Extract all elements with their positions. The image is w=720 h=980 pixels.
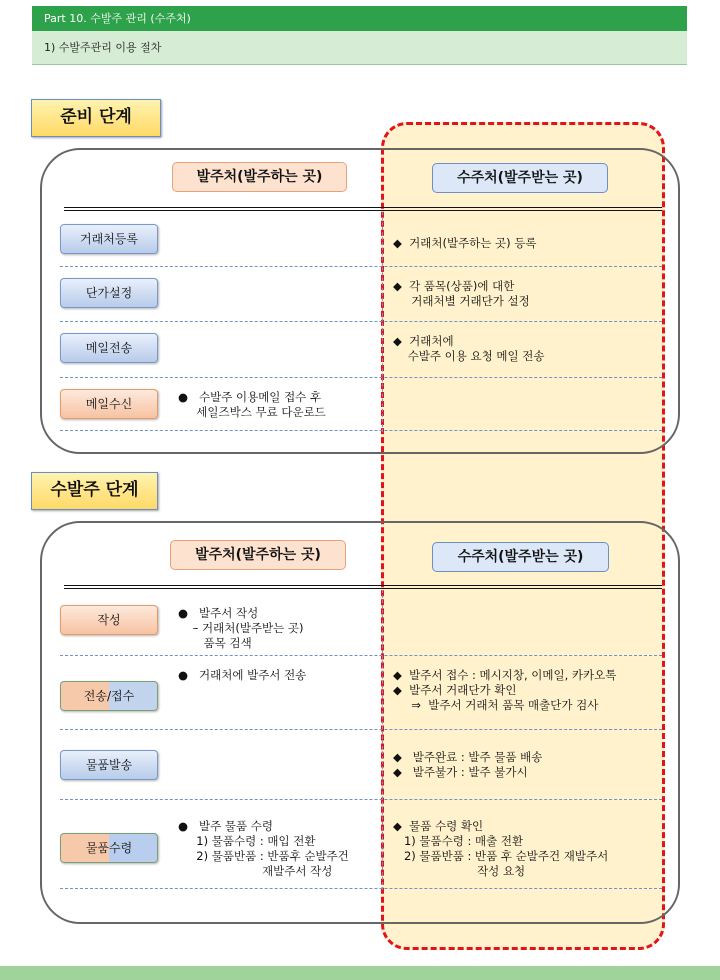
row-divider bbox=[60, 377, 662, 378]
step-mail-send: 메일전송 bbox=[60, 333, 158, 363]
subsection-bar bbox=[32, 31, 687, 65]
order-column-divider bbox=[382, 590, 383, 890]
prep-column-divider bbox=[382, 212, 383, 432]
prep-stage-title: 준비 단계 bbox=[31, 99, 161, 137]
order-stage-title: 수발주 단계 bbox=[31, 472, 158, 510]
row-divider bbox=[60, 799, 662, 800]
prep-buyer-header: 발주처(발주하는 곳) bbox=[172, 162, 347, 192]
step-price-setting: 단가설정 bbox=[60, 278, 158, 308]
order-buyer-text-1: ● 발주서 작성 – 거래처(발주받는 곳) 품목 검색 bbox=[178, 606, 304, 650]
order-header-divider bbox=[64, 585, 662, 589]
row-divider bbox=[60, 729, 662, 730]
order-seller-text-2: ◆ 발주서 접수 : 메시지창, 이메일, 카카오톡 ◆ 발주서 거래단가 확인 ⇒ 발주서 거래처 품목 매출단가 검사 bbox=[393, 668, 617, 712]
step-send-label: 전송 bbox=[83, 689, 107, 703]
section-title: Part 10. 수발주 관리 (수주처) bbox=[44, 12, 191, 25]
order-seller-text-3: ◆ 발주완료 : 발주 물품 배송 ◆ 발주불가 : 발주 불가시 bbox=[393, 750, 543, 779]
prep-seller-text-2: ◆ 각 품목(상품)에 대한 거래처별 거래단가 설정 bbox=[393, 279, 530, 308]
row-divider bbox=[60, 266, 662, 267]
prep-header-divider bbox=[64, 207, 662, 211]
step-goods-label: 물품 bbox=[85, 841, 109, 855]
row-divider bbox=[60, 655, 662, 656]
step-receive-label: 접수 bbox=[111, 689, 135, 703]
order-buyer-text-4: ● 발주 물품 수령 1) 물품수령 : 매입 전환 2) 물품반품 : 반품후 순발주건 재발주서 작성 bbox=[178, 819, 349, 878]
row-divider bbox=[60, 430, 662, 431]
order-buyer-text-2: ● 거래처에 발주서 전송 bbox=[178, 668, 307, 682]
prep-seller-header: 수주처(발주받는 곳) bbox=[432, 163, 608, 193]
prep-buyer-text-4: ● 수발주 이용메일 접수 후 세일즈박스 무료 다운로드 bbox=[178, 390, 326, 419]
step-mail-receive: 메일수신 bbox=[60, 389, 158, 419]
step-vendor-registration: 거래처등록 bbox=[60, 224, 158, 254]
footer-bar bbox=[0, 966, 720, 980]
order-buyer-header: 발주처(발주하는 곳) bbox=[170, 540, 346, 570]
step-send-receive bbox=[60, 681, 158, 711]
order-seller-header: 수주처(발주받는 곳) bbox=[432, 542, 609, 572]
step-receipt-label: 수령 bbox=[109, 841, 133, 855]
row-divider bbox=[60, 321, 662, 322]
order-seller-text-4: ◆ 물품 수령 확인 1) 물품수령 : 매출 전환 2) 물품반품 : 반품 후 순발주건 재발주서 작성 요청 bbox=[393, 819, 609, 878]
step-write-order: 작성 bbox=[60, 605, 158, 635]
step-receive-goods bbox=[60, 833, 158, 863]
prep-seller-text-3: ◆ 거래처에 수발주 이용 요청 메일 전송 bbox=[393, 334, 545, 363]
step-separator: / bbox=[106, 689, 112, 703]
prep-seller-text-1: ◆ 거래처(발주하는 곳) 등록 bbox=[393, 236, 537, 250]
subsection-title: 1) 수발주관리 이용 절차 bbox=[44, 41, 162, 54]
section-header-bar bbox=[32, 6, 687, 31]
step-ship-goods: 물품발송 bbox=[60, 750, 158, 780]
row-divider bbox=[60, 888, 662, 889]
